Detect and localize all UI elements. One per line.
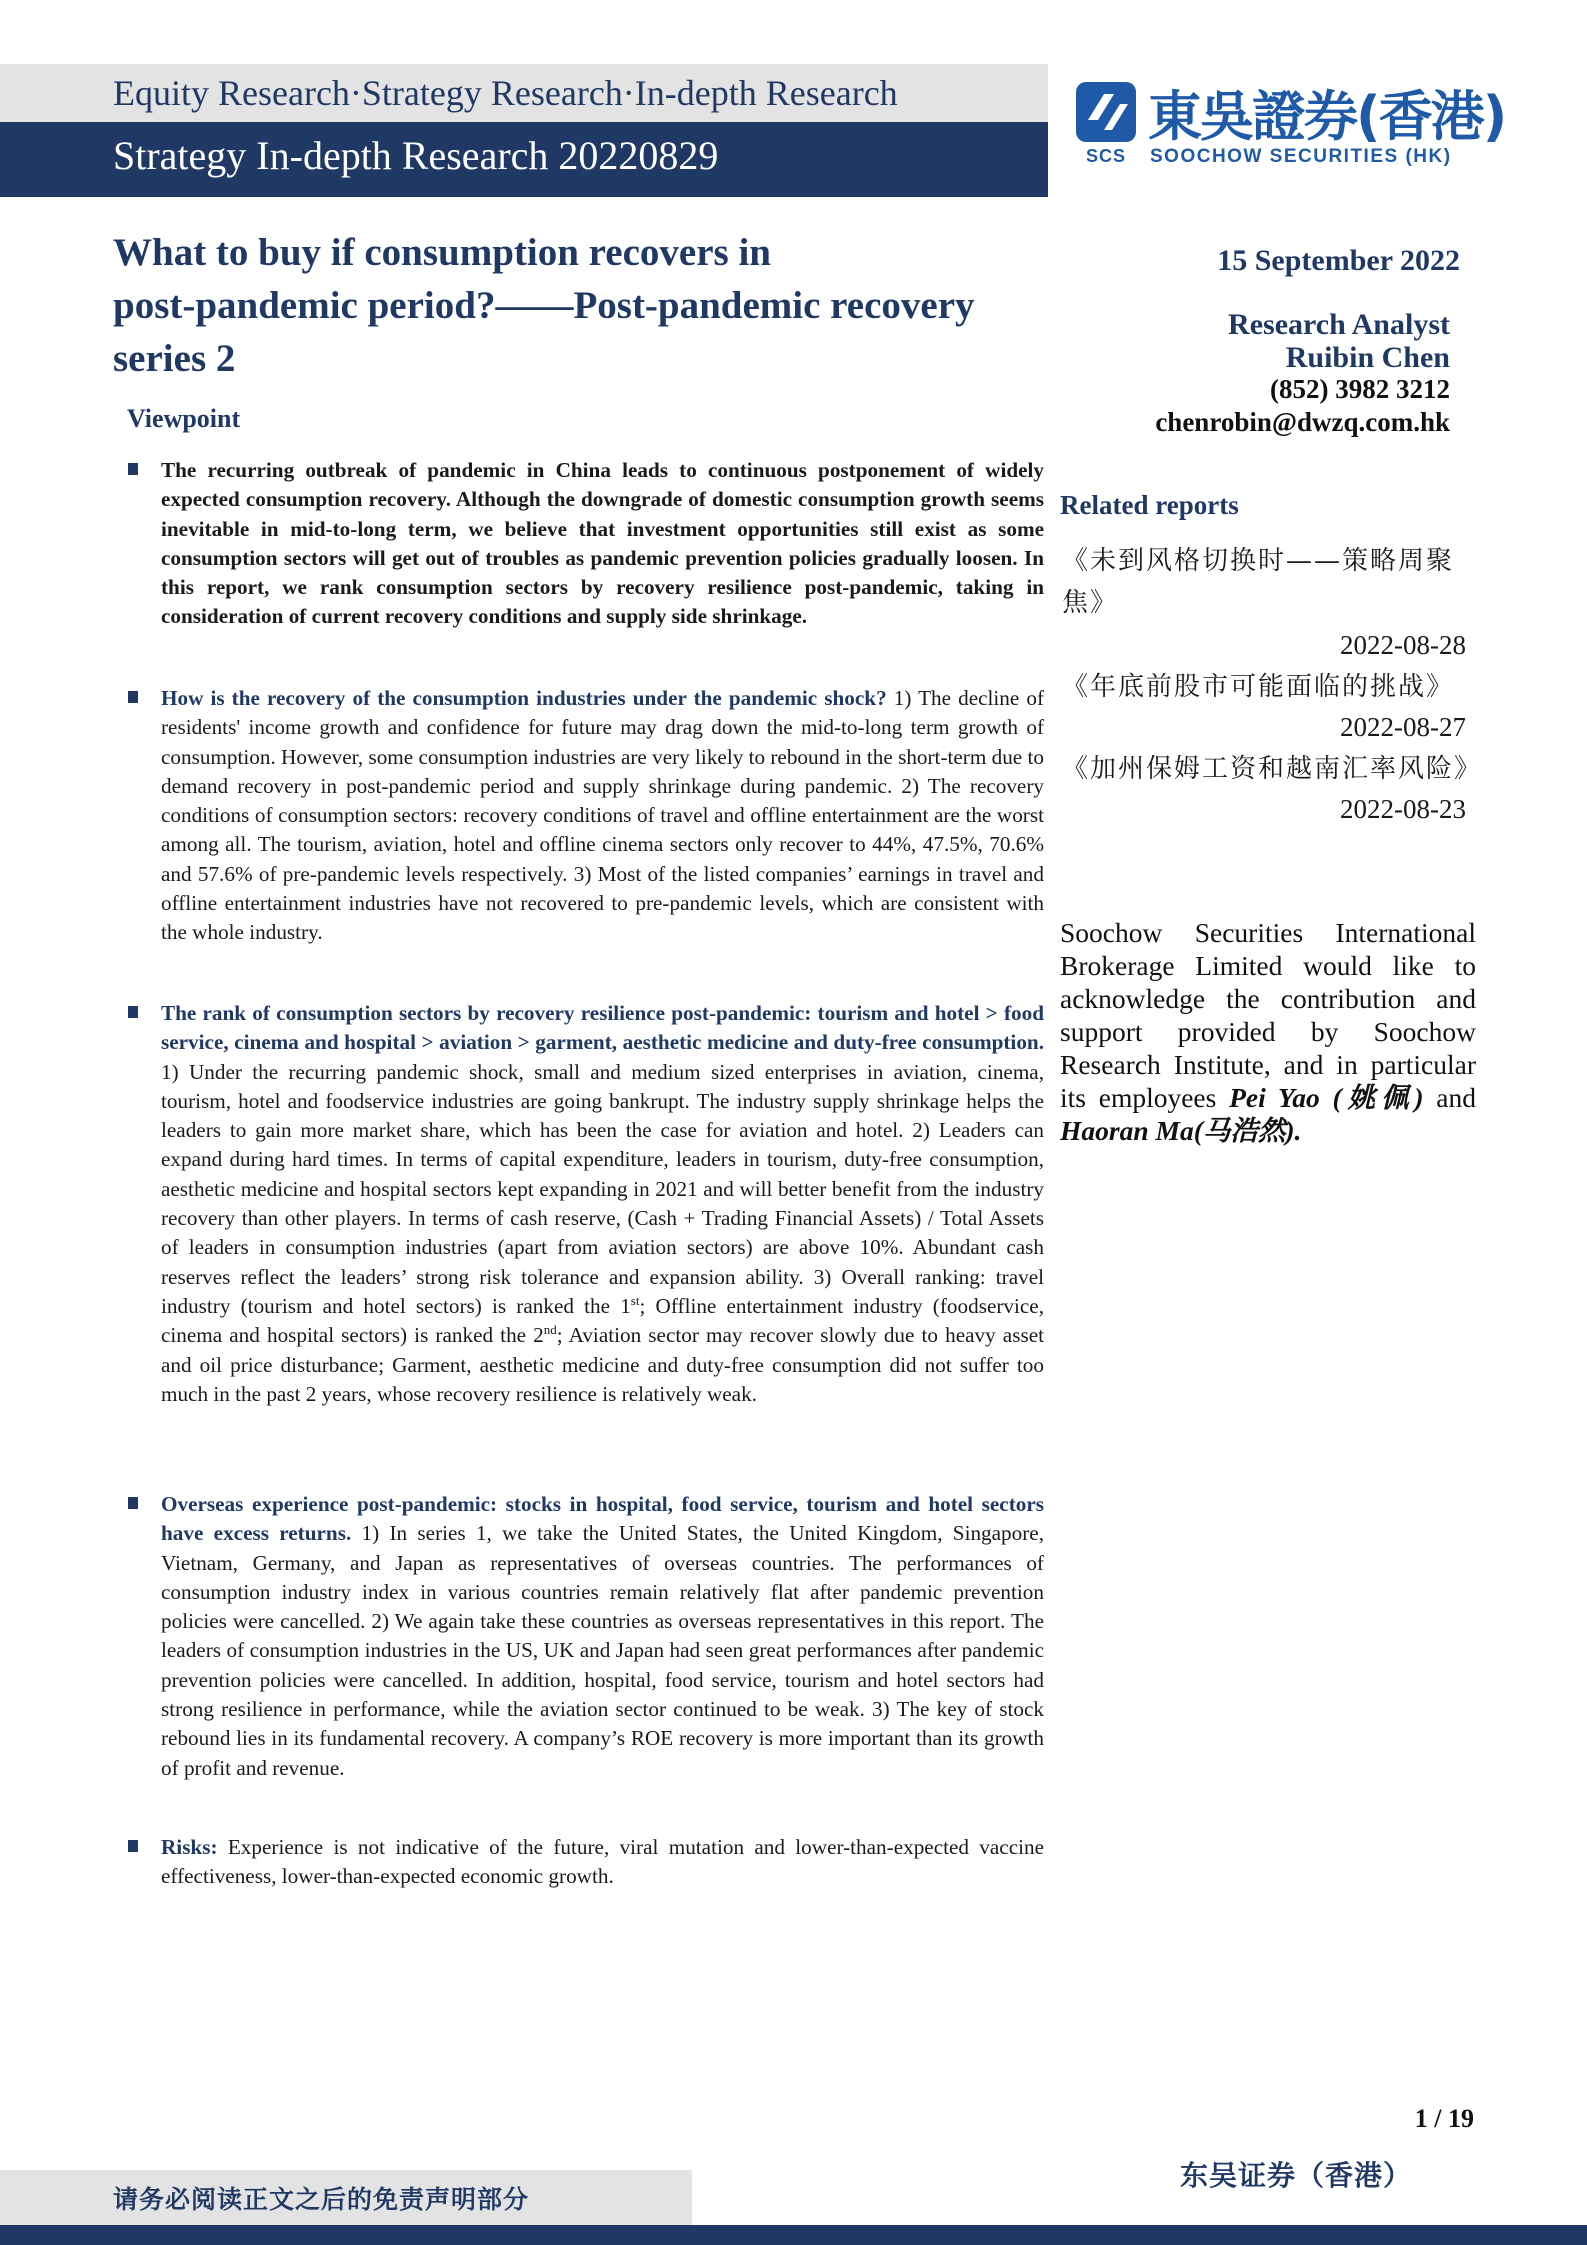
page-current: 1 bbox=[1414, 2104, 1428, 2133]
logo-name-cn: 東吳證券(香港) bbox=[1148, 85, 1506, 148]
ack-joiner: and bbox=[1423, 1082, 1476, 1113]
footer-bar bbox=[0, 2225, 1587, 2245]
bullet-highlight: How is the recovery of the consumption industries under the pandemic shock? bbox=[161, 686, 887, 710]
bullet-highlight: Risks: bbox=[161, 1835, 218, 1859]
acknowledgement bbox=[1060, 916, 1476, 1147]
ack-name: Pei Yao (姚佩) bbox=[1229, 1082, 1424, 1113]
page-number bbox=[1350, 2104, 1474, 2134]
report-date: 15 September 2022 bbox=[1217, 244, 1460, 277]
company-logo bbox=[1074, 80, 1506, 172]
header-report-line: Strategy In-depth Research 20220829 bbox=[113, 133, 719, 178]
bullet-square-icon bbox=[128, 1006, 138, 1018]
related-report-title: 《年底前股市可能面临的挑战》 bbox=[1062, 672, 1455, 702]
analyst-name: Ruibin Chen bbox=[1285, 341, 1450, 374]
footer-company-cn: 东吴证券（香港） bbox=[1180, 2159, 1413, 2192]
bullet-text: 1) In series 1, we take the United States, the United Kingdom, Singapore, Vietnam, Germany, and Japan as representatives of overseas countries. The performances of consumption industry index in various countries remain relatively flat after pandemic prevention policies were cancelled. 2) We again take these countries as overseas representatives in this report. The leaders of consumption industries in the US, UK and Japan had seen great performances after pandemic prevention policies were cancelled. In addition, hospital, food service, tourism and hotel sectors had strong resilience in performance, while the aviation sector continued to be weak. 3) The key of stock rebound lies in its fundamental recovery. A company’s ROE recovery is more important than its growth of profit and revenue. bbox=[161, 1521, 1044, 1780]
footer-disclaimer: 请务必阅读正文之后的免责声明部分 bbox=[113, 2185, 530, 2214]
related-report-title: 《加州保姆工资和越南汇率风险》 bbox=[1062, 754, 1483, 784]
related-report-date: 2022-08-23 bbox=[1340, 794, 1466, 824]
bullet-square-icon bbox=[128, 1497, 138, 1509]
report-title-line1: What to buy if consumption recovers in bbox=[113, 231, 771, 274]
header-category: Equity Research·Strategy Research·In-depth Research bbox=[113, 73, 898, 113]
report-title-line3: series 2 bbox=[113, 337, 236, 380]
ack-name: Haoran Ma(马浩然) bbox=[1060, 1115, 1295, 1146]
ordinal-suffix: st bbox=[630, 1292, 640, 1308]
analyst-email: chenrobin@dwzq.com.hk bbox=[1155, 407, 1450, 437]
bullet-text: ; Aviation sector may recover slowly due to heavy asset and oil price disturbance; Garment, aesthetic medicine and duty-free consumption did not suffer too much in the past 2 years, whose recovery resilience is relatively weak. bbox=[161, 1323, 1044, 1406]
analyst-role: Research Analyst bbox=[1228, 308, 1450, 341]
page-total: 19 bbox=[1448, 2104, 1474, 2133]
report-title bbox=[113, 226, 1063, 385]
viewpoint-heading: Viewpoint bbox=[127, 404, 241, 433]
related-reports-heading: Related reports bbox=[1060, 490, 1239, 520]
logo-name-en: SOOCHOW SECURITIES (HK) bbox=[1150, 146, 1452, 167]
logo-mark-label: SCS bbox=[1085, 146, 1126, 166]
page-sep: / bbox=[1434, 2104, 1442, 2133]
bullet-text: 1) Under the recurring pandemic shock, small and medium sized enterprises in aviation, cinema, tourism, hotel and foodservice industries are going bankrupt. The industry supply shrinkage helps the leaders to gain more market share, which has been the case for aviation and hotel. 2) Leaders can expand during hard times. In terms of capital expenditure, leaders in tourism, duty-free consumption, aesthetic medicine and hospital sectors kept expanding in 2021 and will better benefit from the industry recovery than other players. In terms of cash reserve, (Cash + Trading Financial Assets) / Total Assets of leaders in consumption industries (apart from aviation sectors) are above 10%. Abundant cash reserves reflect the leaders’ strong risk tolerance and expansion ability. 3) Overall ranking: travel industry (tourism and hotel sectors) is ranked the 1 bbox=[161, 1059, 1044, 1318]
ack-text: Soochow Securities International Brokerage Limited would like to acknowledge the contribution and support provided by Soochow Research Institute, and in particular its employees bbox=[1060, 917, 1476, 1113]
bullet-highlight: The rank of consumption sectors by recovery resilience post-pandemic: tourism and hotel > food service, cinema and hospital > aviation > garment, aesthetic medicine and duty-free consumption. bbox=[161, 1001, 1044, 1055]
bullet-square-icon bbox=[128, 691, 138, 703]
scs-logo-icon bbox=[1074, 80, 1138, 144]
viewpoint-bullet bbox=[161, 684, 1044, 948]
related-report-title: 《未到风格切换时——策略周聚焦》 bbox=[1062, 546, 1455, 618]
bullet-square-icon bbox=[128, 1840, 138, 1852]
viewpoint-bullet bbox=[161, 1833, 1044, 1892]
viewpoint-bullet bbox=[161, 1490, 1044, 1783]
viewpoint-bullet bbox=[161, 999, 1044, 1409]
ordinal-suffix: nd bbox=[543, 1322, 557, 1338]
bullet-highlight: Overseas experience post-pandemic: stocks in hospital, food service, tourism and hotel sectors have excess returns. bbox=[161, 1492, 1044, 1546]
analyst-phone: (852) 3982 3212 bbox=[1270, 374, 1450, 404]
report-title-line2: post-pandemic period?——Post-pandemic recovery bbox=[113, 284, 975, 327]
bullet-text: 1) The decline of residents' income growth and confidence for future may drag down the mid-to-long term growth of consumption. However, some consumption industries are very likely to rebound in the short-term due to demand recovery in post-pandemic period and supply shrinkage during pandemic. 2) The recovery conditions of consumption sectors: recovery conditions of travel and offline entertainment are the worst among all. The tourism, aviation, hotel and offline cinema sectors only recover to 44%, 47.5%, 70.6% and 57.6% of pre-pandemic levels respectively. 3) Most of the listed companies’ earnings in travel and offline entertainment industries have not recovered to pre-pandemic levels, which are consistent with the whole industry. bbox=[161, 686, 1045, 945]
viewpoint-bullet: The recurring outbreak of pandemic in China leads to continuous postponement of widely expected consumption recovery. Although the downgrade of domestic consumption growth seems inevitable in mid-to-long term, we believe that investment opportunities still exist as some consumption sectors will get out of troubles as pandemic prevention policies gradually loosen. In this report, we rank consumption sectors by recovery resilience post-pandemic, taking in consideration of current recovery conditions and supply side shrinkage. bbox=[161, 458, 1044, 629]
ack-end: . bbox=[1294, 1115, 1302, 1146]
related-report-date: 2022-08-28 bbox=[1340, 630, 1466, 660]
bullet-text: ; Offline entertainment industry (foodservice, cinema and hospital sectors) is ranked the 2 bbox=[161, 1293, 1044, 1348]
related-report-date: 2022-08-27 bbox=[1340, 712, 1466, 742]
bullet-square-icon bbox=[128, 463, 138, 475]
bullet-text: Experience is not indicative of the future, viral mutation and lower-than-expected vaccine effectiveness, lower-than-expected economic growth. bbox=[161, 1835, 1044, 1889]
